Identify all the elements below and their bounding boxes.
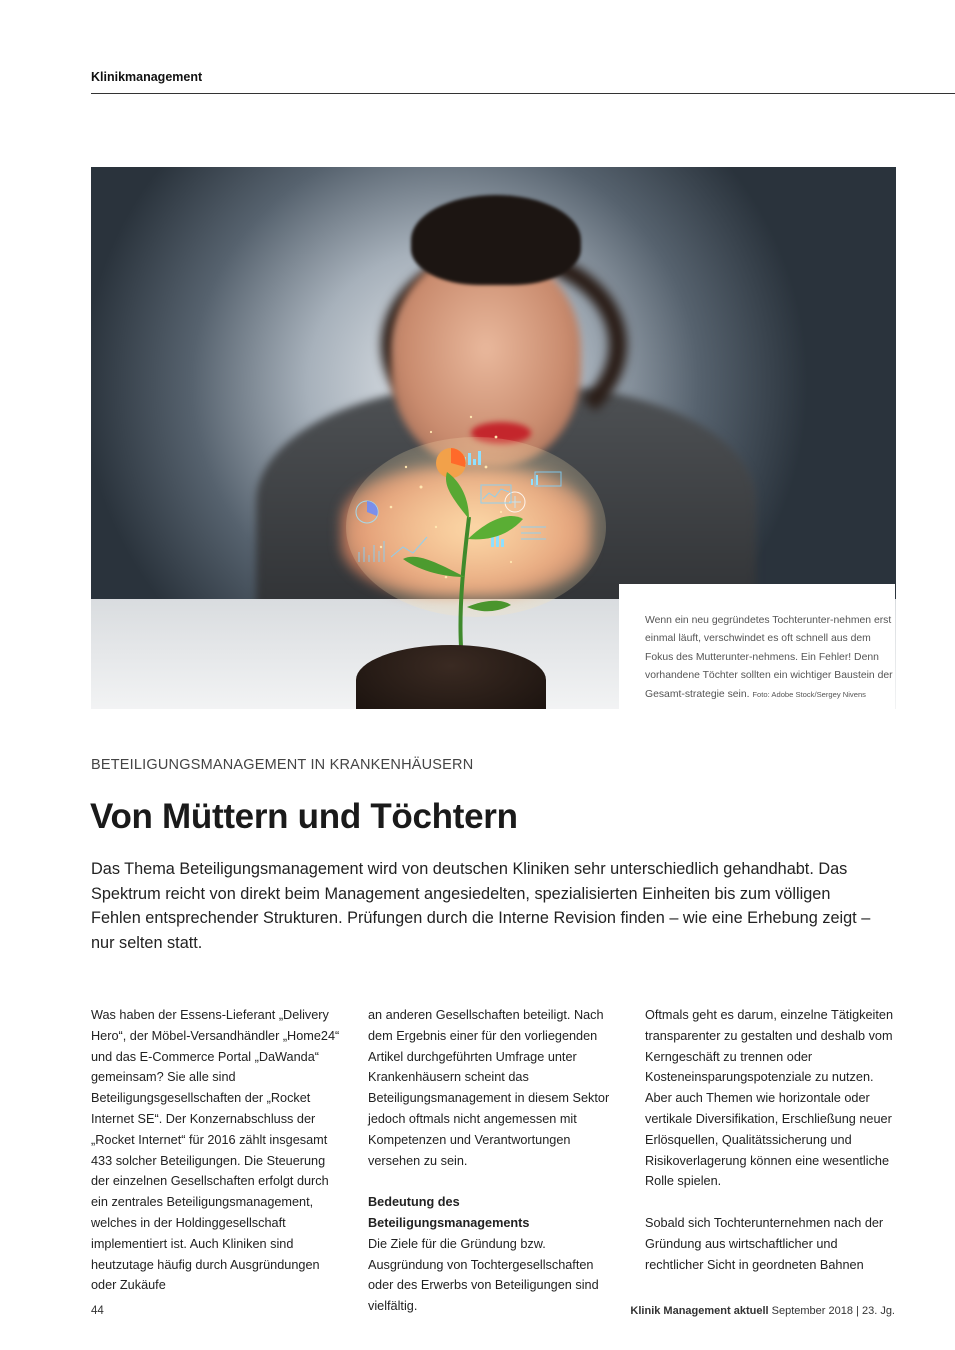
body-paragraph: Oftmals geht es darum, einzelne Tätigkeiten transparenter zu gestalten und deshalb vom Kerngeschäft zu trennen oder Kosteneinsparungspotenziale zu nutzen. Aber auch Themen wie horizontale oder vertikale Diversifikation, Erschließung neuer Erlösquellen, Qualitätssicherung und Risikoverlagerung können eine wesentliche Rolle spielen. xyxy=(645,1008,894,1189)
article-kicker: BETEILIGUNGSMANAGEMENT IN KRANKENHÄUSERN xyxy=(91,757,474,773)
body-column-3 xyxy=(645,1005,895,1275)
photo-caption xyxy=(645,612,895,704)
magazine-name: Klinik Management aktuell xyxy=(630,1305,769,1317)
header-divider xyxy=(91,93,955,94)
section-label: Klinikmanagement xyxy=(91,70,203,84)
article-title: Von Müttern und Töchtern xyxy=(90,797,518,836)
body-paragraph: Was haben der Essens-Lieferant „Delivery Hero“, der Möbel-Versandhändler „Home24“ und das E-Commerce Portal „DaWanda“ gemeinsam? Sie alle sind Beteiligungsgesellschaften der „Rocket Internet SE“. Der Konzernabschluss der „Rocket Internet“ für 2016 zählt insgesamt 433 solcher Beteiligungen. Die Steuerung der einzelnen Gesellschaften erfolgt durch ein zentrales Beteiligungsmanagement, welches in der Holdinggesellschaft implementiert ist. Auch Kliniken sind heutzutage häufig durch Ausgründungen oder Zukäufe xyxy=(91,1008,340,1293)
body-paragraph: Sobald sich Tochterunternehmen nach der Gründung aus wirtschaftlicher und rechtlicher Sicht in geordneten Bahnen xyxy=(645,1215,884,1272)
photo-soil xyxy=(356,645,546,709)
issue-date: September 2018 xyxy=(771,1305,853,1317)
article-lead: Das Thema Beteiligungsmanagement wird von deutschen Kliniken sehr unterschiedlich gehandhabt. Das Spektrum reicht von direkt beim Management angesiedelten, spezialisierten Einheiten bis zum völligen Fehlen entsprechender Strukturen. Prüfungen durch die Interne Revision finden – wie eine Erhebung zeigt – nur selten statt. xyxy=(91,860,871,952)
footer-separator: | xyxy=(856,1305,859,1317)
subheading: Bedeutung des Beteiligungsmanagements xyxy=(368,1195,530,1230)
body-paragraph: Die Ziele für die Gründung bzw. Ausgründung von Tochtergesellschaften oder des Erwerbs von Beteiligungen sind vielfältig. xyxy=(368,1236,599,1314)
caption-text: Wenn ein neu gegründetes Tochterunter-nehmen erst einmal läuft, verschwindet es oft schnell aus dem Fokus des Mutterunter-nehmens. Ein Fehler! Denn vorhandene Töchter sollten ein wichtiger Baustein der Gesamt-strategie sein. xyxy=(645,615,893,700)
body-paragraph: an anderen Gesellschaften beteiligt. Nach dem Ergebnis einer für den vorliegenden Artikel durchgeführten Umfrage unter Krankenhäusern scheint das Beteiligungsmanagement in diesem Sektor jedoch oftmals nicht angemessen mit Kompetenzen und Verantwortungen versehen zu sein. xyxy=(368,1008,610,1168)
volume: 23. Jg. xyxy=(861,1305,895,1317)
page-number: 44 xyxy=(91,1305,104,1317)
body-column-1 xyxy=(91,1005,341,1296)
body-column-2 xyxy=(368,1005,618,1317)
footer-info xyxy=(630,1305,895,1317)
photo-credit: Foto: Adobe Stock/Sergey Nivens xyxy=(752,689,866,699)
